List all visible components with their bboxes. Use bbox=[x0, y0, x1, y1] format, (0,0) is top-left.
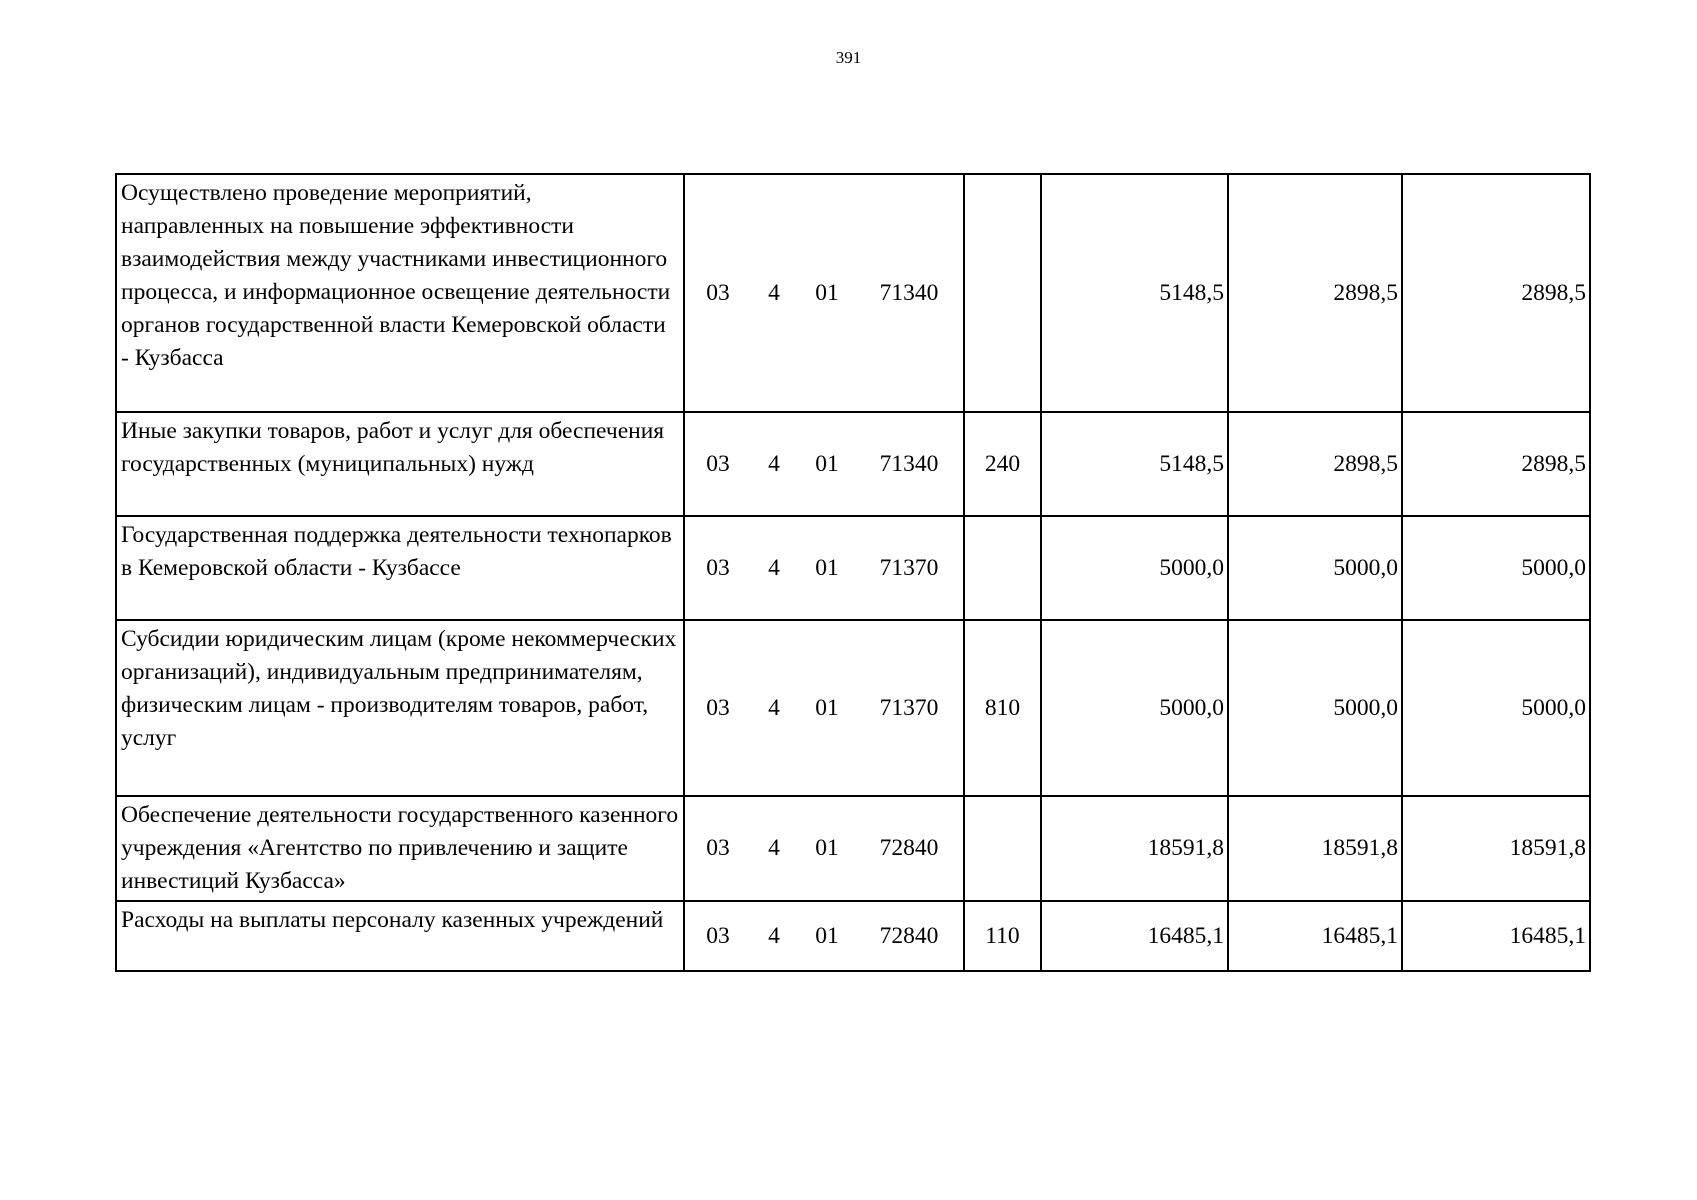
subprogram-code: 01 bbox=[815, 279, 839, 306]
row-codes bbox=[684, 516, 964, 620]
amount-year-2: 2898,5 bbox=[1228, 412, 1402, 516]
amount-year-3: 18591,8 bbox=[1402, 796, 1590, 901]
expense-type-code: 110 bbox=[964, 901, 1041, 971]
amount-year-2: 5000,0 bbox=[1228, 620, 1402, 796]
row-description: Иные закупки товаров, работ и услуг для обеспечения государственных (муниципальных) нужд bbox=[116, 412, 684, 516]
subprogram-code: 01 bbox=[815, 554, 839, 581]
table-row bbox=[116, 516, 1590, 620]
row-codes bbox=[684, 412, 964, 516]
row-description: Осуществлено проведение мероприятий, направленных на повышение эффективности взаимодействия между участниками инвестиционного процесса, и информационное освещение деятельности органов государственной власти Кемеровской области - Кузбасса bbox=[116, 174, 684, 412]
row-codes bbox=[684, 174, 964, 412]
section-code: 03 bbox=[706, 279, 730, 306]
section-code: 03 bbox=[706, 922, 730, 949]
amount-year-3: 16485,1 bbox=[1402, 901, 1590, 971]
program-code: 4 bbox=[768, 922, 780, 949]
table-row bbox=[116, 174, 1590, 412]
expense-type-code: 810 bbox=[964, 620, 1041, 796]
subprogram-code: 01 bbox=[815, 922, 839, 949]
row-codes bbox=[684, 901, 964, 971]
amount-year-1: 5000,0 bbox=[1041, 620, 1228, 796]
amount-year-1: 18591,8 bbox=[1041, 796, 1228, 901]
section-code: 03 bbox=[706, 450, 730, 477]
amount-year-2: 2898,5 bbox=[1228, 174, 1402, 412]
page-number: 391 bbox=[835, 48, 862, 67]
amount-year-2: 18591,8 bbox=[1228, 796, 1402, 901]
table-row bbox=[116, 901, 1590, 971]
amount-year-1: 5148,5 bbox=[1041, 174, 1228, 412]
amount-year-1: 5000,0 bbox=[1041, 516, 1228, 620]
amount-year-3: 2898,5 bbox=[1402, 412, 1590, 516]
expense-type-code bbox=[964, 174, 1041, 412]
program-code: 4 bbox=[768, 835, 780, 861]
amount-year-2: 16485,1 bbox=[1228, 901, 1402, 971]
amount-year-3: 5000,0 bbox=[1402, 620, 1590, 796]
row-description: Субсидии юридическим лицам (кроме некоммерческих организаций), индивидуальным предпринимателям, физическим лицам - производителям товаров, работ, услуг bbox=[116, 620, 684, 796]
amount-year-3: 2898,5 bbox=[1402, 174, 1590, 412]
subprogram-code: 01 bbox=[815, 450, 839, 477]
subprogram-code: 01 bbox=[815, 835, 839, 861]
expense-type-code bbox=[964, 516, 1041, 620]
budget-table bbox=[115, 173, 1591, 972]
expense-type-code: 240 bbox=[964, 412, 1041, 516]
table-row bbox=[116, 796, 1590, 901]
section-code: 03 bbox=[706, 554, 730, 581]
expense-type-code bbox=[964, 796, 1041, 901]
row-description: Расходы на выплаты персоналу казенных учреждений bbox=[116, 901, 684, 971]
row-description: Обеспечение деятельности государственного казенного учреждения «Агентство по привлечению и защите инвестиций Кузбасса» bbox=[116, 796, 684, 901]
direction-code: 71340 bbox=[879, 450, 939, 477]
amount-year-3: 5000,0 bbox=[1402, 516, 1590, 620]
program-code: 4 bbox=[768, 554, 780, 581]
row-codes bbox=[684, 796, 964, 901]
direction-code: 72840 bbox=[879, 835, 939, 861]
program-code: 4 bbox=[768, 694, 780, 721]
section-code: 03 bbox=[706, 835, 730, 861]
direction-code: 71370 bbox=[879, 694, 939, 721]
amount-year-1: 16485,1 bbox=[1041, 901, 1228, 971]
table-row bbox=[116, 620, 1590, 796]
program-code: 4 bbox=[768, 279, 780, 306]
amount-year-1: 5148,5 bbox=[1041, 412, 1228, 516]
direction-code: 71370 bbox=[879, 554, 939, 581]
direction-code: 71340 bbox=[879, 279, 939, 306]
row-description: Государственная поддержка деятельности технопарков в Кемеровской области - Кузбассе bbox=[116, 516, 684, 620]
program-code: 4 bbox=[768, 450, 780, 477]
row-codes bbox=[684, 620, 964, 796]
section-code: 03 bbox=[706, 694, 730, 721]
table-row bbox=[116, 412, 1590, 516]
subprogram-code: 01 bbox=[815, 694, 839, 721]
amount-year-2: 5000,0 bbox=[1228, 516, 1402, 620]
direction-code: 72840 bbox=[879, 922, 939, 949]
